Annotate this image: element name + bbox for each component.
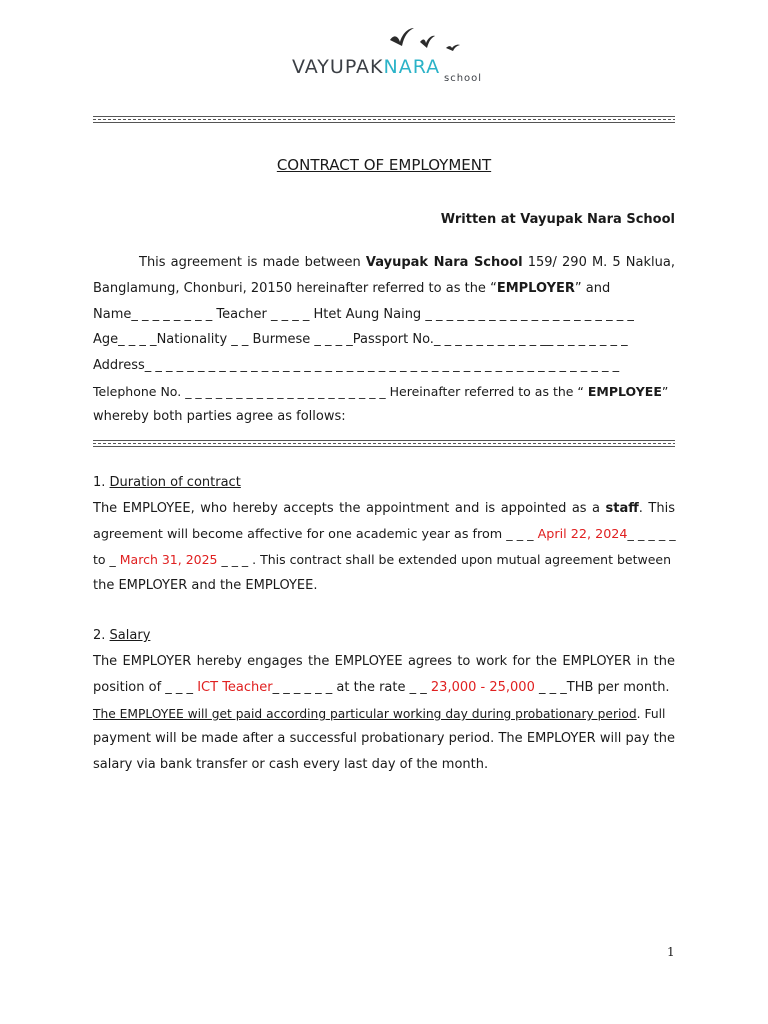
text-span: 159/ 290 M. 5 Naklua, [522,255,675,270]
text-span: THB per month. [566,680,670,695]
blank: _ _ _ _ _ [627,527,676,542]
section-2-line-4: payment will be made after a successful probationary period. The EMPLOYER will pay the [93,731,675,746]
salary-rate: 23,000 - 25,000 [430,680,535,695]
section-2-line-5: salary via bank transfer or cash every last day of the month. [93,757,489,772]
blank: _ _ _ [534,680,567,695]
logo-subtitle: school [444,73,483,84]
parties-line-1 [93,255,675,271]
section-number: 2. [93,628,110,643]
telephone-line [93,384,675,400]
blank: _ _ _ _ _ _ _ _ _ _ __ _ _ _ _ _ _ _ [433,332,628,347]
parties-line-6: whereby both parties agree as follows: [93,409,346,424]
blank: _ _ [227,332,253,347]
text-span: at the rate [332,680,410,695]
section-2-line-2 [93,680,675,696]
address-label: Address [93,358,145,373]
section-number: 1. [93,475,110,490]
section-1-line-3 [93,552,675,568]
blank: _ _ _ _ _ _ _ _ _ _ _ _ _ _ _ _ _ _ _ _ [185,384,386,399]
text-span: ” and [574,281,611,296]
passport-label: Passport No. [352,332,434,347]
blank: _ _ _ _ [310,332,353,347]
blank: _ _ _ _ _ _ [272,680,333,695]
middle-divider [93,440,675,447]
start-date: April 22, 2024 [537,527,628,542]
age-line [93,332,675,348]
blank: _ _ _ . [217,552,257,567]
nationality-value: Burmese [252,332,311,347]
section-1-line-1 [93,501,675,517]
text-span: to [93,552,110,567]
staff-label: staff [605,501,639,516]
text-span: ” [661,384,669,399]
end-date: March 31, 2025 [119,552,218,567]
birds-icon [388,26,468,52]
blank: _ [109,552,120,567]
top-divider [93,116,675,123]
section-2-line-3 [93,706,675,722]
blank: _ _ _ [506,527,538,542]
page-number: 1 [667,945,675,959]
section-1-heading [93,475,675,491]
blank: _ _ _ [165,680,198,695]
section-title: Duration of contract [109,475,241,490]
name-label: Name [93,307,132,322]
age-label: Age [93,332,119,347]
probation-note: The EMPLOYEE will get paid according particular working day during probationary period [93,707,637,721]
employee-label: EMPLOYEE [587,384,662,399]
logo-brand-cyan: NARA [383,56,441,78]
position-value: ICT Teacher [197,680,273,695]
text-span: position of [93,680,166,695]
blank: _ _ _ _ _ _ _ _ [131,307,217,322]
blank: _ _ [409,680,431,695]
school-logo [292,26,492,88]
name-line [93,307,675,323]
employee-name-value: Htet Aung Naing [313,307,422,322]
nationality-label: Nationality [156,332,228,347]
logo-brand-dark: VAYUPAK [292,56,384,78]
text-span: The EMPLOYEE, who hereby accepts the appointment and is appointed as a [93,501,606,516]
text-span: This agreement is made between [139,255,366,270]
text-span: This contract shall be extended upon mutual agreement between [256,552,672,567]
text-span: Hereinafter referred to as the “ [385,384,588,399]
blank: _ _ _ _ _ _ _ _ _ _ _ _ _ _ _ _ _ _ _ _ _ _ _ _ _ _ _ _ _ _ _ _ _ _ _ _ _ _ _ _ _ _ _ _ _ [144,358,620,373]
document-title: CONTRACT OF EMPLOYMENT [276,156,492,174]
section-1-line-4: the EMPLOYER and the EMPLOYEE. [93,578,318,593]
blank: _ _ _ _ [266,307,314,322]
text-span: agreement will become affective for one academic year as from [93,527,507,542]
section-2-heading [93,628,675,644]
telephone-label: Telephone No. [93,384,186,399]
text-span: . Full [636,707,666,721]
employer-label: EMPLOYER [496,281,575,296]
section-1-line-2 [93,527,675,543]
section-2-line-1: The EMPLOYER hereby engages the EMPLOYEE agrees to work for the EMPLOYER in the [93,654,675,669]
address-line [93,358,675,374]
logo-wordmark [292,56,440,78]
written-at: Written at Vayupak Nara School [440,212,675,227]
text-span: Banglamung, Chonburi, 20150 hereinafter referred to as the “ [93,281,497,296]
section-title: Salary [109,628,151,643]
blank: _ _ _ _ _ _ _ _ _ _ _ _ _ _ _ _ _ _ _ _ [421,307,634,322]
blank: _ _ _ _ [118,332,157,347]
position-value: Teacher [216,307,267,322]
school-name: Vayupak Nara School [365,255,523,270]
parties-line-2 [93,281,675,297]
text-span: . This [638,501,675,516]
